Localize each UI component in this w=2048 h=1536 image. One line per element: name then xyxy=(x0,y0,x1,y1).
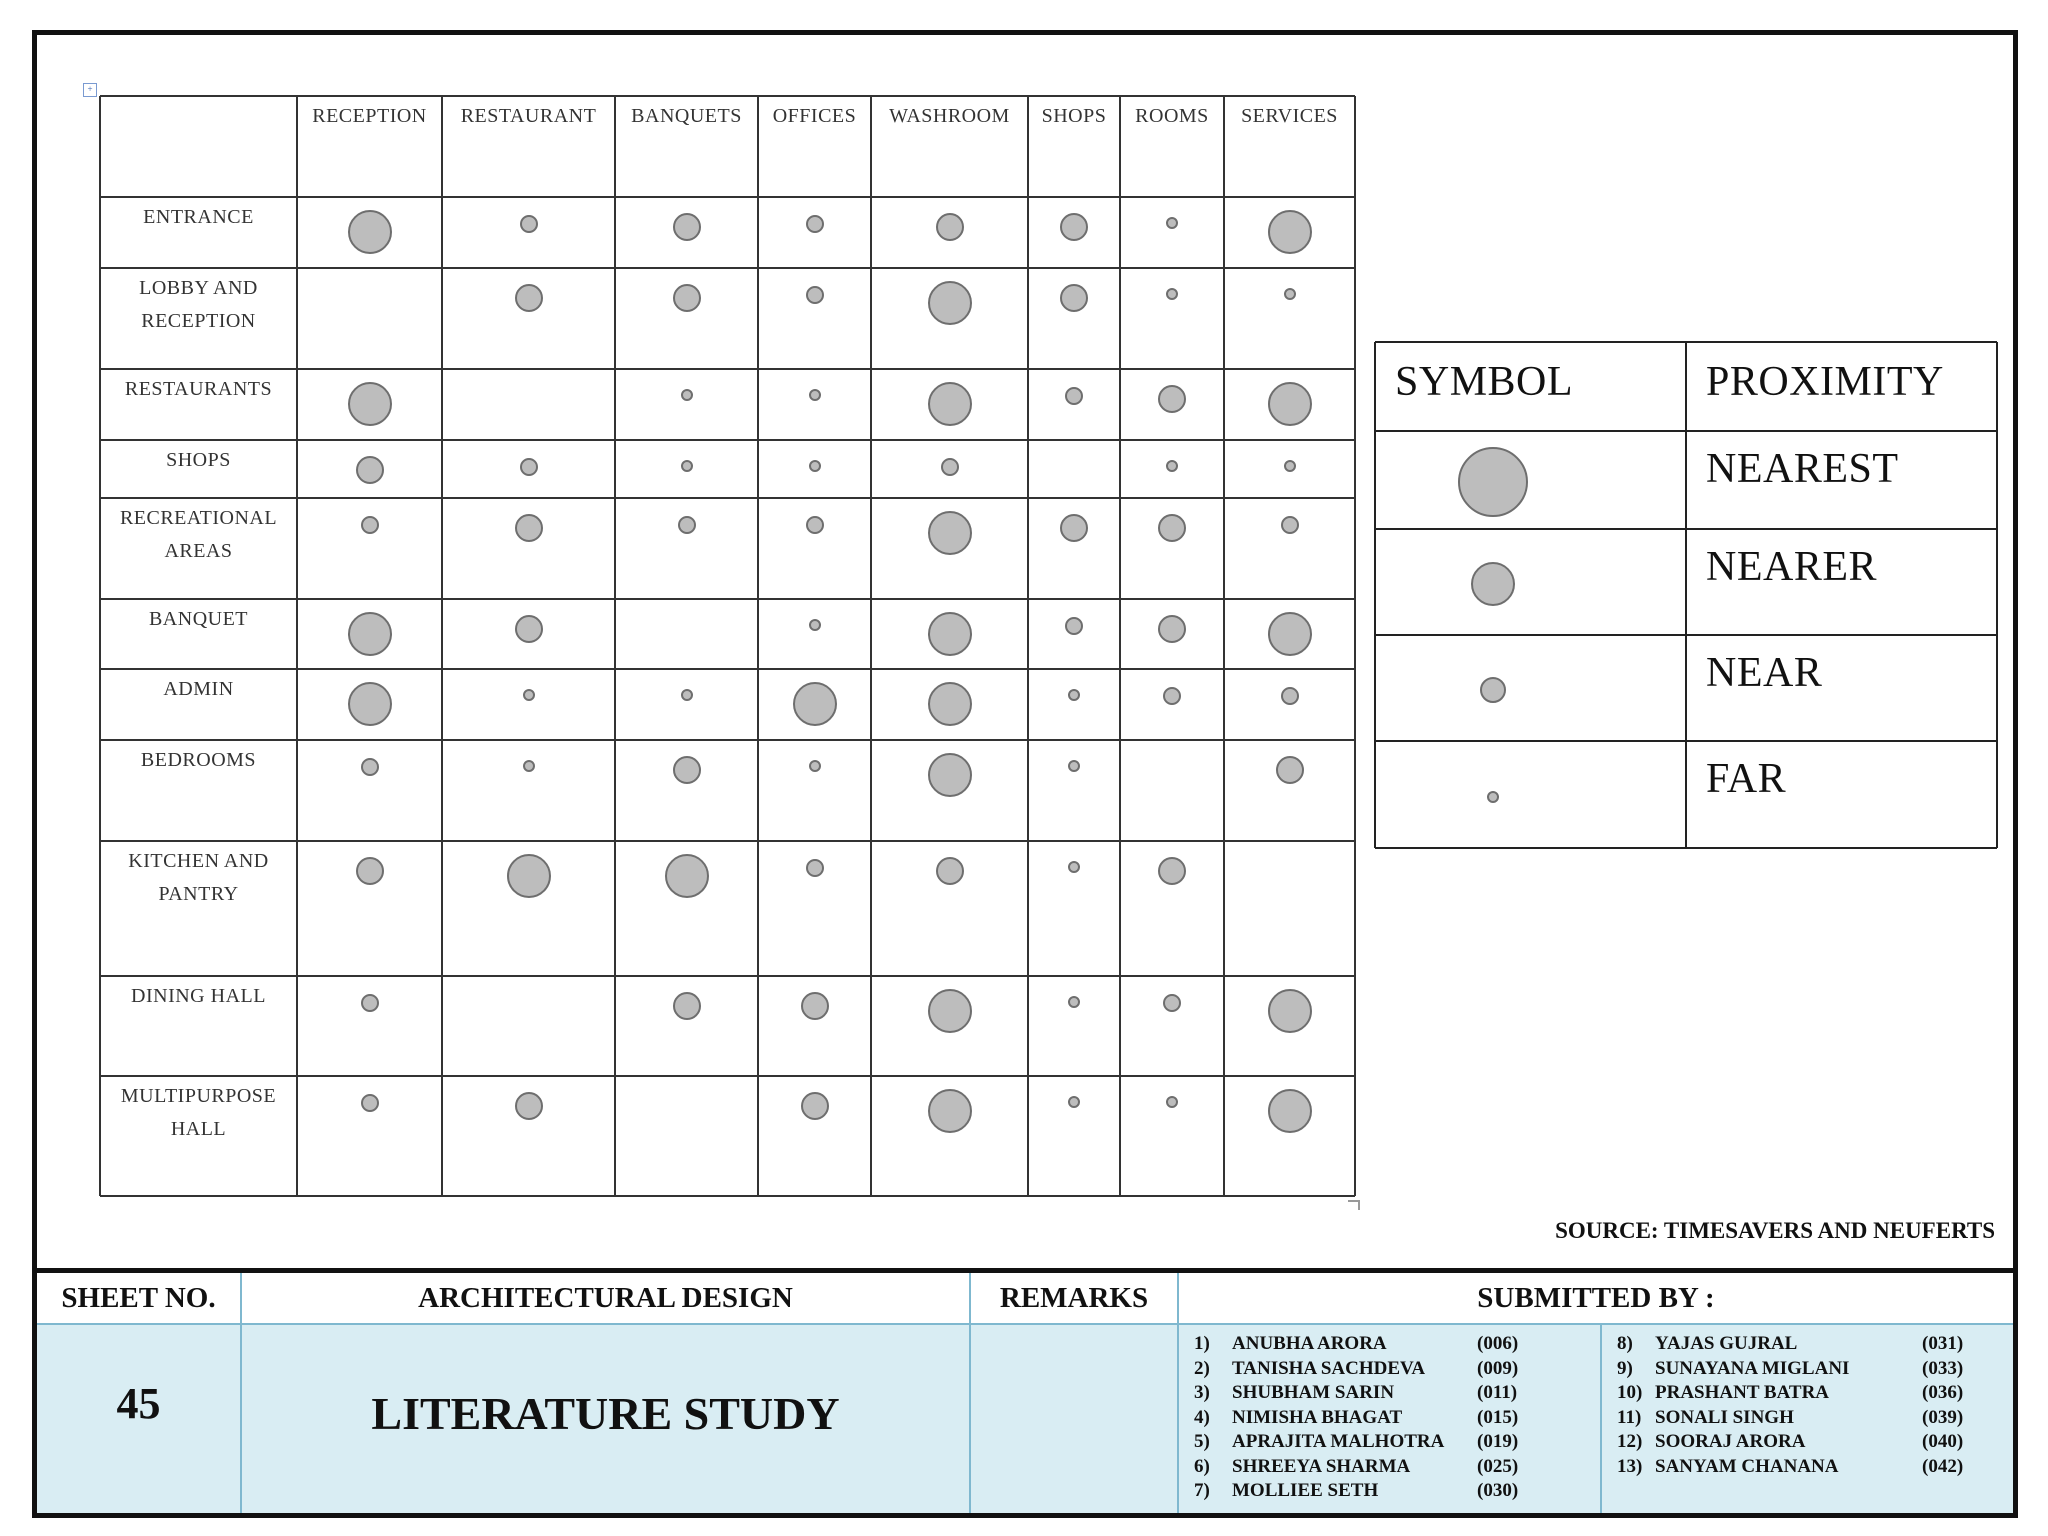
legend-line-vertical xyxy=(1996,342,1998,848)
proximity-symbol-near xyxy=(361,516,379,534)
proximity-symbol-near xyxy=(1163,687,1181,705)
proximity-symbol-nearer xyxy=(1158,857,1186,885)
legend-symbol-nearer xyxy=(1471,562,1515,606)
proximity-symbol-nearest xyxy=(928,612,972,656)
sheet-number: 45 xyxy=(116,1379,161,1428)
member-index: 8) xyxy=(1617,1333,1633,1354)
proximity-symbol-nearest xyxy=(1268,1089,1312,1133)
row-header xyxy=(100,197,297,268)
proximity-symbol-nearer xyxy=(1158,385,1186,413)
member-name: PRASHANT BATRA xyxy=(1655,1382,1830,1403)
legend-line-horizontal xyxy=(1375,740,1997,742)
proximity-symbol-nearer xyxy=(673,756,701,784)
proximity-symbol-near xyxy=(1281,516,1299,534)
column-header-rooms xyxy=(1120,96,1224,197)
legend-label-nearer: NEARER xyxy=(1706,544,1877,590)
column-header-label: SERVICES xyxy=(1241,105,1338,127)
row-header xyxy=(100,1076,297,1196)
proximity-symbol-nearer xyxy=(1158,615,1186,643)
row-header-label: RESTAURANTS xyxy=(124,378,273,400)
member-entry xyxy=(1617,1406,2007,1431)
proximity-symbol-nearest xyxy=(348,210,392,254)
member-name: MOLLIEE SETH xyxy=(1232,1480,1379,1501)
title-block-column-divider xyxy=(1600,1325,1602,1513)
proximity-symbol-nearer xyxy=(1276,756,1304,784)
row-header-label: ADMIN xyxy=(163,678,234,700)
member-index: 7) xyxy=(1194,1480,1210,1501)
proximity-symbol-near xyxy=(361,758,379,776)
proximity-symbol-nearest xyxy=(793,682,837,726)
legend-label-nearest: NEAREST xyxy=(1706,446,1899,492)
row-header xyxy=(100,976,297,1076)
member-name: APRAJITA MALHOTRA xyxy=(1232,1431,1445,1452)
proximity-symbol-far xyxy=(523,689,535,701)
proximity-symbol-far xyxy=(1166,1096,1178,1108)
proximity-symbol-nearest xyxy=(507,854,551,898)
member-name: SHREEYA SHARMA xyxy=(1232,1455,1411,1477)
proximity-matrix xyxy=(100,96,1355,1196)
proximity-symbol-near xyxy=(941,458,959,476)
row-header-label: AREAS xyxy=(164,540,233,562)
member-entry xyxy=(1194,1479,1594,1504)
legend-line-vertical xyxy=(1685,342,1687,848)
proximity-symbol-nearest xyxy=(1268,382,1312,426)
member-name: SANYAM CHANANA xyxy=(1655,1455,1839,1477)
member-entry xyxy=(1617,1357,2007,1382)
proximity-symbol-nearer xyxy=(515,615,543,643)
row-header-label: ENTRANCE xyxy=(143,206,254,228)
member-entry xyxy=(1194,1357,1594,1382)
member-name: TANISHA SACHDEVA xyxy=(1232,1357,1426,1379)
table-anchor-icon: + xyxy=(83,83,97,97)
member-roll-number: (031) xyxy=(1922,1333,1964,1354)
remarks-value xyxy=(971,1324,1177,1513)
grid-line-vertical xyxy=(614,96,616,1196)
member-entry xyxy=(1617,1381,2007,1406)
member-entry xyxy=(1617,1430,2007,1455)
member-index: 6) xyxy=(1194,1455,1210,1477)
grid-line-vertical xyxy=(1223,96,1225,1196)
proximity-symbol-nearer xyxy=(936,213,964,241)
proximity-symbol-nearer xyxy=(801,1092,829,1120)
proximity-symbol-nearer xyxy=(1158,514,1186,542)
row-header xyxy=(100,440,297,498)
grid-line-vertical xyxy=(870,96,872,1196)
row-header xyxy=(100,268,297,369)
column-header-label: ROOMS xyxy=(1135,105,1209,127)
proximity-symbol-far xyxy=(1068,689,1080,701)
proximity-symbol-nearer xyxy=(801,992,829,1020)
row-header xyxy=(100,369,297,440)
member-roll-number: (009) xyxy=(1477,1357,1519,1379)
grid-line-vertical xyxy=(1354,96,1356,1196)
member-roll-number: (030) xyxy=(1477,1480,1519,1501)
member-entry xyxy=(1617,1332,2007,1357)
grid-line-vertical xyxy=(1119,96,1121,1196)
proximity-symbol-far xyxy=(681,460,693,472)
sheet-no-label: SHEET NO. xyxy=(61,1282,216,1314)
proximity-symbol-far xyxy=(1166,460,1178,472)
submitted-by-label: SUBMITTED BY : xyxy=(1477,1282,1715,1314)
member-name: SHUBHAM SARIN xyxy=(1232,1382,1395,1403)
legend-header-symbol: SYMBOL xyxy=(1395,359,1574,405)
proximity-symbol-near xyxy=(520,215,538,233)
member-name: SOORAJ ARORA xyxy=(1655,1431,1806,1452)
legend-header-proximity: PROXIMITY xyxy=(1706,359,1944,405)
legend-label-near: NEAR xyxy=(1706,650,1823,696)
proximity-symbol-nearer xyxy=(515,284,543,312)
member-index: 2) xyxy=(1194,1357,1210,1379)
member-name: ANUBHA ARORA xyxy=(1232,1333,1387,1354)
row-header xyxy=(100,599,297,669)
member-roll-number: (036) xyxy=(1922,1382,1964,1403)
proximity-symbol-nearest xyxy=(928,989,972,1033)
proximity-symbol-near xyxy=(361,1094,379,1112)
column-header-reception xyxy=(297,96,442,197)
column-header-restaurant xyxy=(442,96,615,197)
proximity-symbol-far xyxy=(1068,996,1080,1008)
member-entry xyxy=(1194,1332,1594,1357)
proximity-symbol-near xyxy=(1281,687,1299,705)
proximity-symbol-far xyxy=(681,389,693,401)
column-header-banquets xyxy=(615,96,758,197)
proximity-symbol-nearest xyxy=(1268,612,1312,656)
row-header-label: PANTRY xyxy=(158,883,239,905)
proximity-symbol-nearest xyxy=(348,682,392,726)
proximity-symbol-far xyxy=(809,619,821,631)
column-header-services xyxy=(1224,96,1355,197)
proximity-symbol-nearer xyxy=(673,284,701,312)
member-entry xyxy=(1194,1406,1594,1431)
legend-line-horizontal xyxy=(1375,847,1997,849)
member-index: 10) xyxy=(1617,1382,1643,1403)
proximity-symbol-far xyxy=(1166,288,1178,300)
column-header-label: OFFICES xyxy=(772,105,857,127)
proximity-symbol-far xyxy=(523,760,535,772)
proximity-symbol-nearer xyxy=(515,514,543,542)
proximity-symbol-far xyxy=(809,389,821,401)
proximity-symbol-near xyxy=(806,859,824,877)
proximity-symbol-near xyxy=(1065,387,1083,405)
member-index: 3) xyxy=(1194,1382,1210,1403)
member-roll-number: (006) xyxy=(1477,1333,1519,1354)
members-list-left xyxy=(1194,1332,1594,1504)
source-note: SOURCE: TIMESAVERS AND NEUFERTS xyxy=(1555,1218,1995,1243)
proximity-symbol-nearest xyxy=(928,382,972,426)
members-list-right xyxy=(1617,1332,2007,1479)
member-entry xyxy=(1194,1381,1594,1406)
proximity-symbol-far xyxy=(1068,1096,1080,1108)
column-header-label: SHOPS xyxy=(1041,105,1107,127)
title-block xyxy=(37,1268,2013,1513)
proximity-symbol-far xyxy=(809,460,821,472)
legend-symbol-near xyxy=(1480,677,1506,703)
table-resize-handle-icon xyxy=(1348,1200,1360,1210)
proximity-symbol-far xyxy=(1284,288,1296,300)
proximity-symbol-near xyxy=(520,458,538,476)
proximity-symbol-near xyxy=(1065,617,1083,635)
proximity-symbol-nearer xyxy=(673,213,701,241)
proximity-symbol-nearest xyxy=(348,612,392,656)
member-index: 9) xyxy=(1617,1357,1633,1379)
member-name: NIMISHA BHAGAT xyxy=(1232,1406,1403,1428)
row-header-label: BEDROOMS xyxy=(140,749,257,771)
proximity-symbol-nearest xyxy=(928,511,972,555)
proximity-symbol-near xyxy=(1163,994,1181,1012)
row-header-label: MULTIPURPOSE xyxy=(120,1085,277,1107)
proximity-symbol-nearest xyxy=(348,382,392,426)
remarks-label: REMARKS xyxy=(999,1282,1149,1314)
grid-line-vertical xyxy=(1027,96,1029,1196)
proximity-symbol-nearer xyxy=(673,992,701,1020)
member-name: YAJAS GUJRAL xyxy=(1655,1333,1798,1354)
column-header-offices xyxy=(758,96,871,197)
proximity-symbol-near xyxy=(806,215,824,233)
grid-line-vertical xyxy=(441,96,443,1196)
proximity-symbol-far xyxy=(1166,217,1178,229)
proximity-symbol-nearer xyxy=(356,857,384,885)
proximity-symbol-near xyxy=(806,516,824,534)
legend-label-far: FAR xyxy=(1706,756,1787,802)
member-index: 5) xyxy=(1194,1431,1210,1452)
column-header-washroom xyxy=(871,96,1028,197)
member-entry xyxy=(1194,1430,1594,1455)
legend-symbol-nearest xyxy=(1458,447,1528,517)
column-header-shops xyxy=(1028,96,1120,197)
proximity-legend xyxy=(1375,342,1997,848)
row-header xyxy=(100,740,297,841)
member-index: 13) xyxy=(1617,1455,1643,1477)
member-roll-number: (025) xyxy=(1477,1455,1519,1477)
member-roll-number: (015) xyxy=(1477,1406,1519,1428)
grid-line-vertical xyxy=(757,96,759,1196)
proximity-symbol-near xyxy=(806,286,824,304)
member-name: SUNAYANA MIGLANI xyxy=(1655,1357,1850,1379)
proximity-symbol-nearest xyxy=(928,281,972,325)
legend-line-vertical xyxy=(1374,342,1376,848)
row-header xyxy=(100,669,297,740)
legend-line-horizontal xyxy=(1375,528,1997,530)
member-name: SONALI SINGH xyxy=(1655,1406,1794,1428)
row-header-label: DINING HALL xyxy=(131,985,266,1007)
sheet-title: LITERATURE STUDY xyxy=(371,1388,840,1439)
legend-symbol-far xyxy=(1487,791,1499,803)
proximity-symbol-nearest xyxy=(928,753,972,797)
row-header xyxy=(100,841,297,976)
proximity-symbol-far xyxy=(681,689,693,701)
row-header-label: RECEPTION xyxy=(141,310,256,332)
proximity-symbol-nearer xyxy=(1060,514,1088,542)
column-header-label: WASHROOM xyxy=(889,105,1010,127)
row-header-label: KITCHEN AND xyxy=(128,850,269,872)
column-header-label: RECEPTION xyxy=(312,105,427,127)
member-roll-number: (019) xyxy=(1477,1431,1519,1452)
proximity-symbol-far xyxy=(1068,760,1080,772)
proximity-symbol-far xyxy=(1068,861,1080,873)
member-index: 12) xyxy=(1617,1431,1643,1452)
legend-line-horizontal xyxy=(1375,634,1997,636)
row-header-label: BANQUET xyxy=(148,608,249,630)
proximity-symbol-near xyxy=(361,994,379,1012)
proximity-symbol-nearest xyxy=(928,1089,972,1133)
design-label: ARCHITECTURAL DESIGN xyxy=(418,1282,793,1314)
member-roll-number: (011) xyxy=(1477,1382,1518,1403)
legend-line-horizontal xyxy=(1375,430,1997,432)
member-index: 4) xyxy=(1194,1406,1210,1428)
member-index: 11) xyxy=(1617,1406,1642,1428)
proximity-symbol-nearest xyxy=(1268,210,1312,254)
proximity-symbol-far xyxy=(809,760,821,772)
drawing-sheet xyxy=(32,30,2018,1518)
proximity-symbol-nearer xyxy=(356,456,384,484)
proximity-symbol-near xyxy=(678,516,696,534)
proximity-symbol-nearer xyxy=(1060,284,1088,312)
column-header-label: BANQUETS xyxy=(631,105,742,127)
member-entry xyxy=(1617,1455,2007,1480)
row-header-label: RECREATIONAL xyxy=(119,507,278,529)
proximity-symbol-nearer xyxy=(1060,213,1088,241)
member-index: 1) xyxy=(1194,1333,1210,1354)
member-entry xyxy=(1194,1455,1594,1480)
proximity-symbol-nearer xyxy=(515,1092,543,1120)
proximity-symbol-nearest xyxy=(1268,989,1312,1033)
proximity-symbol-nearest xyxy=(665,854,709,898)
member-roll-number: (042) xyxy=(1922,1455,1964,1477)
member-roll-number: (033) xyxy=(1922,1357,1964,1379)
member-roll-number: (040) xyxy=(1922,1431,1964,1452)
member-roll-number: (039) xyxy=(1922,1406,1964,1428)
proximity-symbol-far xyxy=(1284,460,1296,472)
legend-line-horizontal xyxy=(1375,341,1997,343)
row-header-label: HALL xyxy=(170,1118,227,1140)
row-header xyxy=(100,498,297,599)
proximity-symbol-nearer xyxy=(936,857,964,885)
proximity-symbol-nearest xyxy=(928,682,972,726)
column-header-label: RESTAURANT xyxy=(460,105,597,127)
row-header-label: LOBBY AND xyxy=(139,277,258,299)
row-header-label: SHOPS xyxy=(166,449,231,471)
